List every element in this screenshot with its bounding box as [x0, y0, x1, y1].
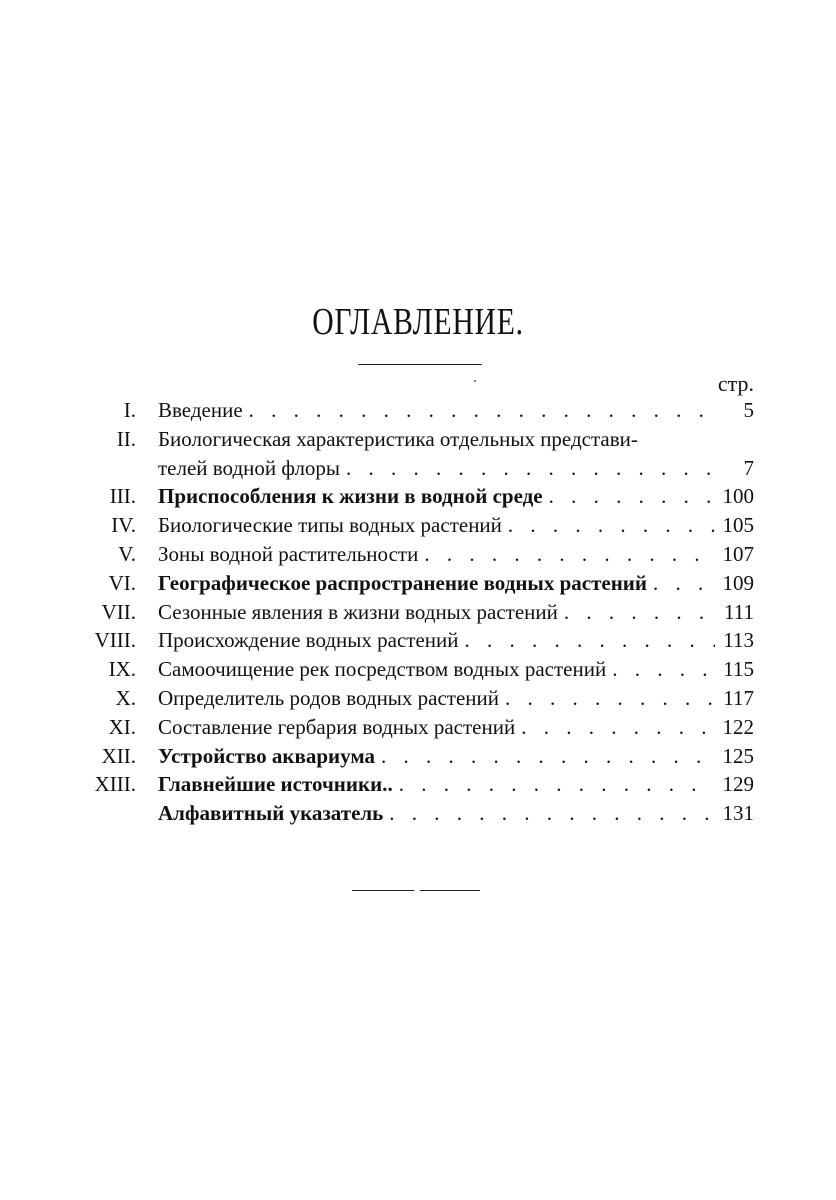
leader-dots	[346, 454, 722, 483]
toc-entry	[0, 655, 836, 684]
entry-title: Определитель родов водных растений	[158, 685, 500, 710]
entry-title: Самоочищение рек посредством водных растений	[158, 657, 607, 682]
entry-number: XI.	[108, 714, 136, 739]
leader-dots	[249, 396, 722, 425]
leader-dots	[381, 742, 714, 771]
leader-dots	[399, 770, 715, 799]
entry-title-continued: телей водной флоры	[158, 455, 341, 480]
entry-title: Биологические типы водных растений	[158, 513, 502, 538]
closing-rule	[352, 890, 480, 891]
leader-dots	[564, 598, 716, 627]
toc-entry	[0, 396, 836, 425]
toc-entry-continuation	[0, 454, 836, 483]
toc-entry	[0, 540, 836, 569]
leader-dots	[508, 511, 715, 540]
leader-dots	[521, 713, 714, 742]
print-speck	[474, 380, 476, 382]
toc-entry	[0, 482, 836, 511]
entry-page: 107	[722, 541, 754, 566]
entry-title: Введение	[158, 398, 243, 422]
toc-entry	[0, 626, 836, 655]
leader-dots	[505, 684, 715, 713]
page-title: ОГЛАВЛЕНИЕ.	[312, 301, 524, 343]
entry-title: Географическое распространение водных растений	[158, 570, 647, 595]
entry-title: Главнейшие источники..	[158, 772, 393, 797]
entry-page: 113	[723, 628, 754, 653]
entry-page: 105	[722, 513, 754, 538]
entry-title: Приспособления к жизни в водной среде	[158, 484, 543, 509]
entry-number: I.	[123, 398, 136, 422]
entry-page: 5	[743, 398, 754, 422]
toc-entry	[0, 799, 836, 828]
entry-title: Биологическая характеристика отдельных представи-	[158, 426, 638, 451]
entry-title: Составление гербария водных растений	[158, 714, 516, 739]
entry-number: V.	[118, 541, 136, 566]
toc-entry	[0, 684, 836, 713]
entry-page: 131	[722, 801, 754, 826]
entry-page: 109	[722, 570, 754, 595]
entry-title: Устройство аквариума	[158, 743, 376, 768]
entry-title: Сезонные явления в жизни водных растений	[158, 599, 558, 624]
entry-number: IX.	[108, 657, 136, 682]
toc-entry	[0, 598, 836, 627]
leader-dots	[465, 626, 716, 655]
leader-dots	[389, 799, 714, 828]
toc-entry	[0, 713, 836, 742]
entry-page: 111	[724, 599, 754, 624]
leader-dots	[549, 482, 715, 511]
leader-dots	[653, 569, 715, 598]
entry-page: 125	[722, 743, 754, 768]
table-of-contents	[0, 396, 836, 828]
entry-number: IV.	[111, 513, 136, 538]
entry-title: Алфавитный указатель	[158, 801, 384, 826]
leader-dots	[612, 655, 715, 684]
entry-number: XII.	[101, 743, 136, 768]
entry-title: Происхождение водных растений	[158, 628, 459, 653]
entry-page: 100	[722, 484, 754, 509]
entry-number: X.	[115, 685, 136, 710]
leader-dots	[424, 540, 714, 569]
entry-title: Зоны водной растительности	[158, 541, 419, 566]
entry-page: 129	[722, 772, 754, 797]
page-column-header: стр.	[717, 371, 754, 396]
toc-entry	[0, 742, 836, 771]
entry-number: II.	[116, 426, 136, 451]
entry-number: VI.	[108, 570, 136, 595]
entry-page: 122	[722, 714, 754, 739]
entry-number: III.	[109, 484, 136, 509]
toc-entry	[0, 770, 836, 799]
entry-number: VII.	[101, 599, 136, 624]
toc-entry	[0, 569, 836, 598]
entry-page: 115	[723, 657, 754, 682]
entry-number: XIII.	[94, 772, 136, 797]
entry-number: VIII.	[94, 628, 136, 653]
title-rule	[358, 364, 482, 365]
toc-entry	[0, 511, 836, 540]
entry-page: 7	[743, 455, 754, 480]
toc-entry	[0, 425, 836, 454]
entry-page: 117	[723, 685, 754, 710]
